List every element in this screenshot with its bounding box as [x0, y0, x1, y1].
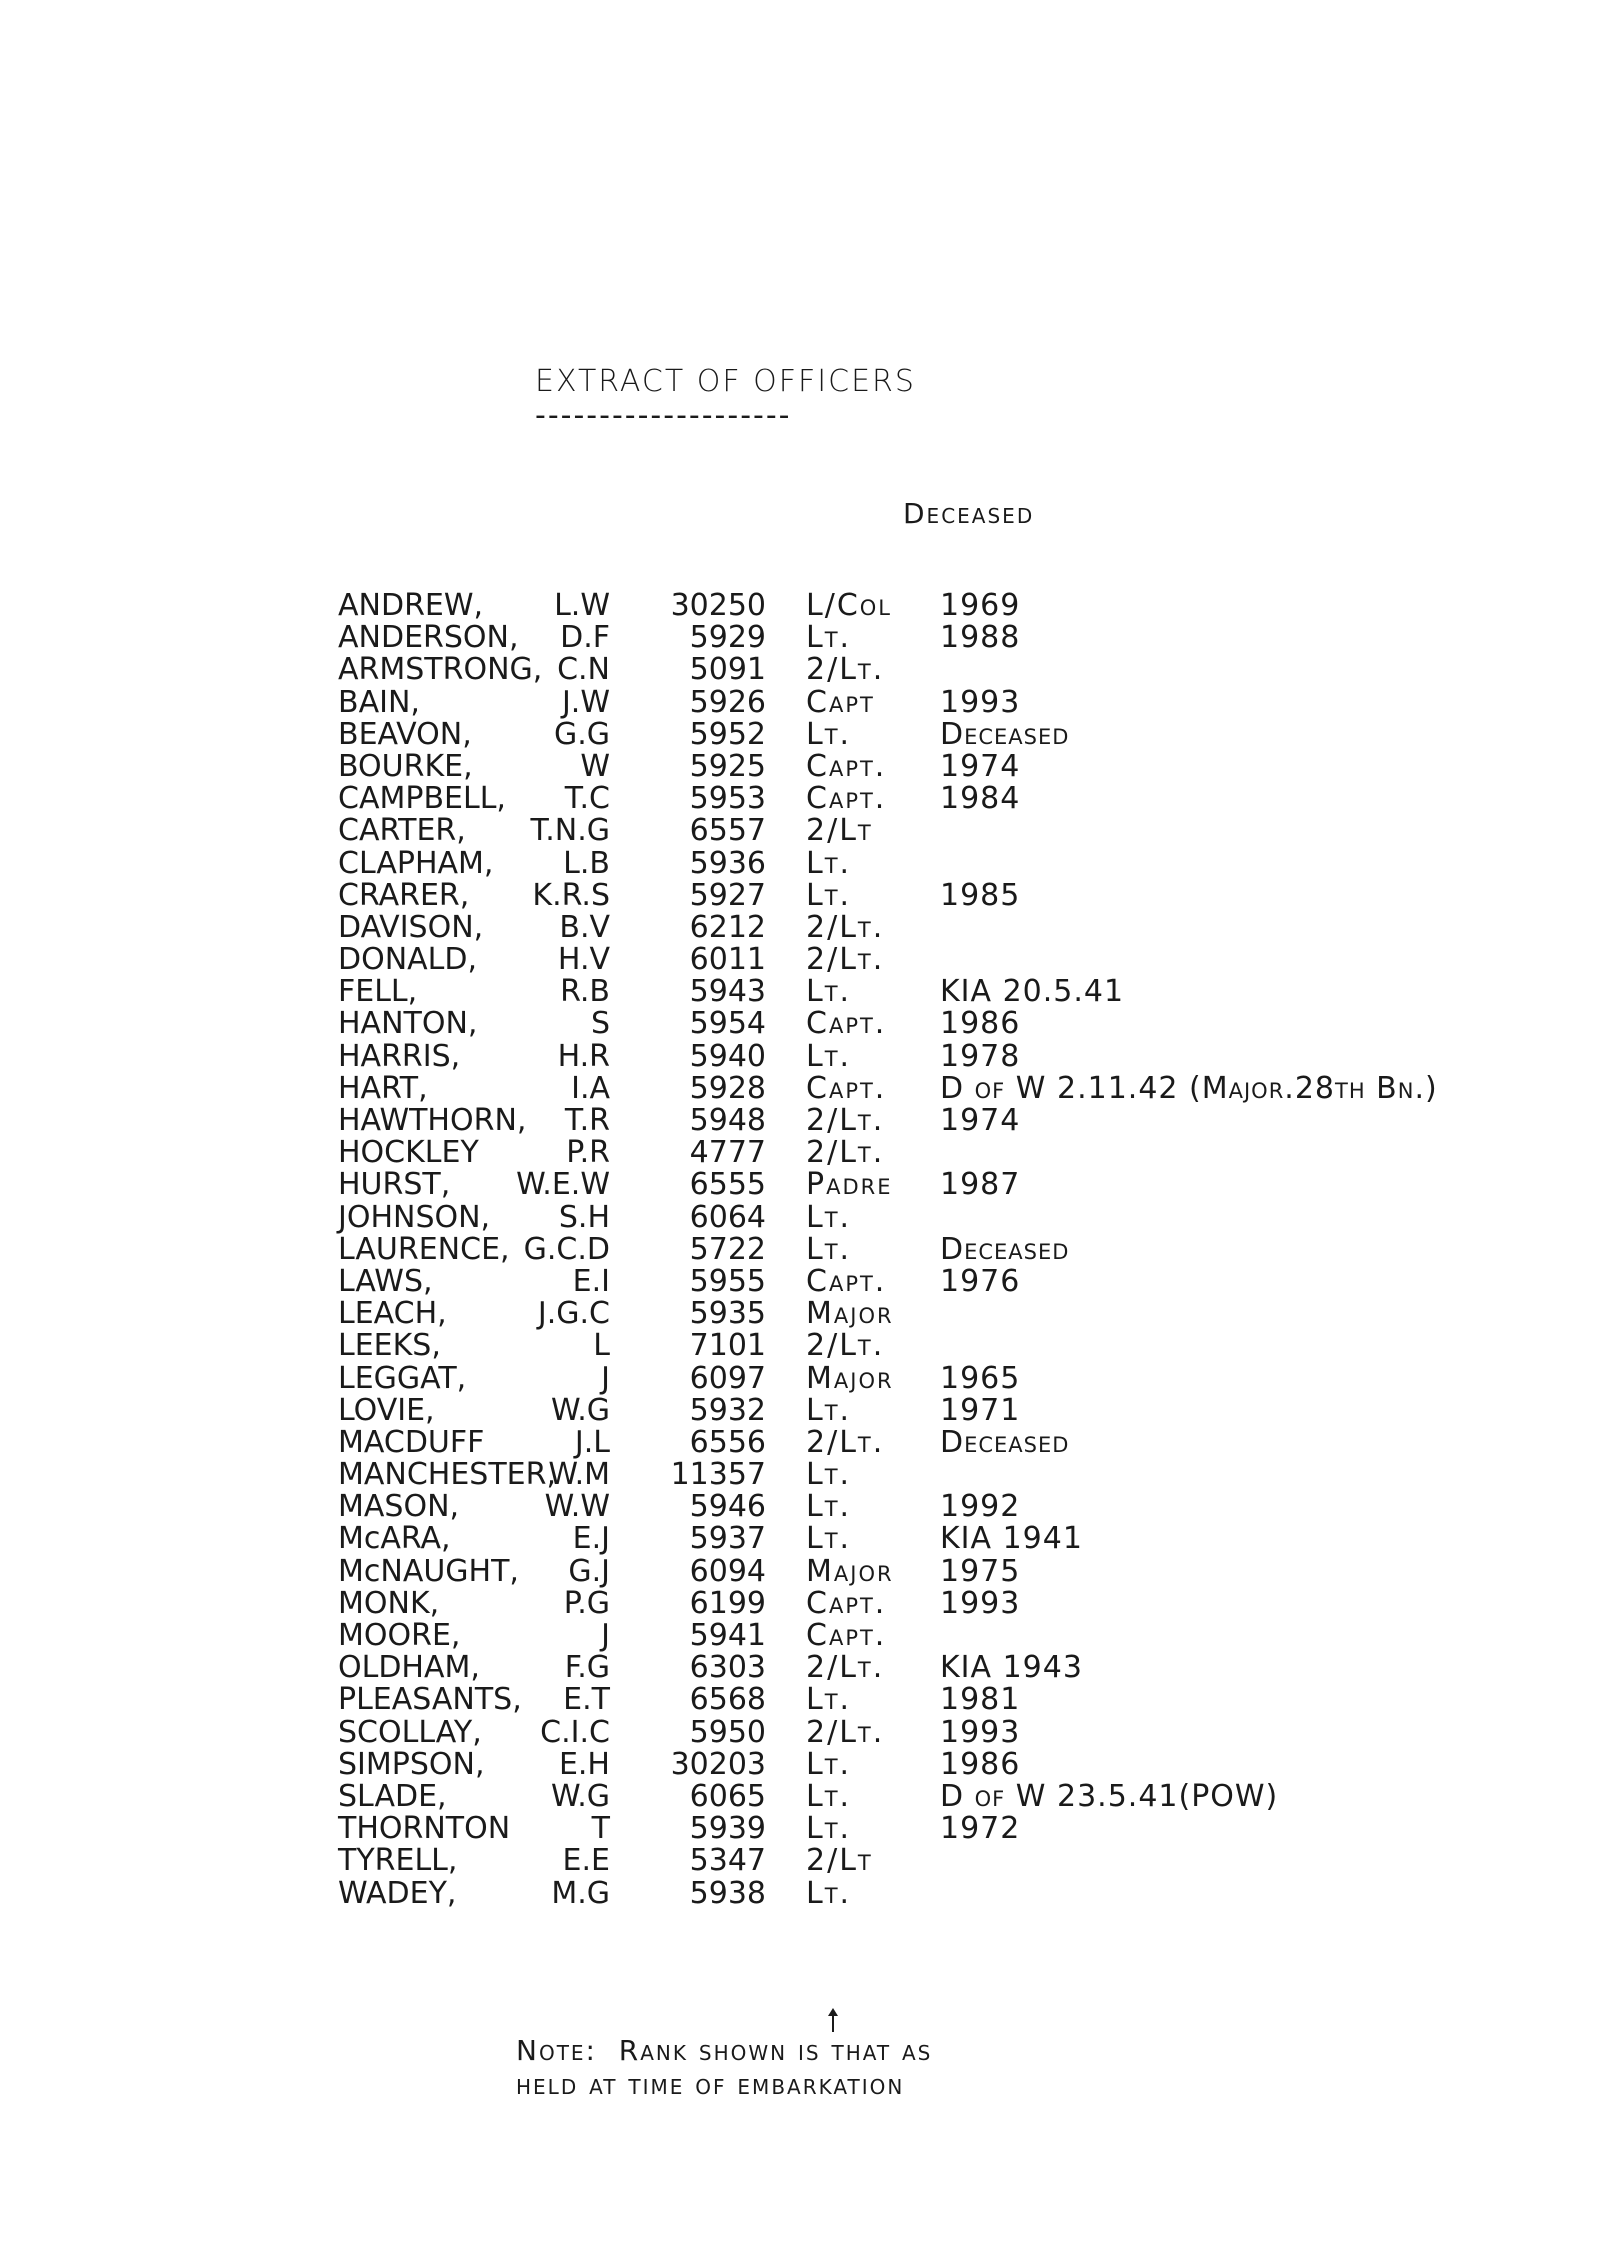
- deceased-note: Deceased: [940, 1424, 1070, 1460]
- deceased-note: 1969: [940, 588, 1021, 623]
- officer-surname: LEACH,: [338, 1296, 447, 1332]
- officer-row: [338, 1523, 1588, 1555]
- deceased-note: 1972: [940, 1811, 1021, 1847]
- deceased-note: D of W 2.11.42 (Major.28th Bn.): [940, 1070, 1438, 1106]
- service-number: 30203: [670, 1746, 766, 1782]
- deceased-note: KIA 20.5.41: [940, 974, 1125, 1010]
- officer-row: [338, 1746, 1588, 1782]
- service-number: 6555: [689, 1167, 766, 1203]
- officer-surname: BEAVON,: [338, 716, 472, 752]
- officer-surname: CARTER,: [338, 813, 466, 849]
- officer-rank: Capt.: [806, 1585, 887, 1621]
- officer-initials: J.G.C: [537, 1296, 610, 1332]
- officer-surname: HART,: [338, 1070, 428, 1106]
- officer-initials: K.R.S: [532, 877, 610, 913]
- officer-initials: S.H: [558, 1199, 610, 1235]
- service-number: 5347: [689, 1843, 766, 1879]
- service-number: 6094: [689, 1553, 766, 1589]
- officer-initials: T.R: [564, 1103, 610, 1138]
- officer-initials: J.W: [561, 684, 610, 720]
- page-title: EXTRACT OF OFFICERS: [535, 364, 916, 399]
- deceased-note: 1986: [940, 1746, 1021, 1782]
- officer-rank: Capt.: [806, 1006, 887, 1042]
- service-number: 5937: [689, 1521, 766, 1557]
- officer-initials: W.G: [550, 1778, 610, 1814]
- officer-rank: 2/Lt: [806, 1843, 873, 1879]
- officer-rank: Lt.: [806, 1682, 852, 1718]
- officer-row: [338, 1105, 1588, 1137]
- service-number: 11357: [670, 1457, 766, 1493]
- officer-row: [338, 1360, 1588, 1396]
- officer-initials: T.C: [564, 781, 610, 817]
- deceased-note: 1993: [940, 1714, 1021, 1750]
- officer-surname: McARA,: [338, 1521, 451, 1557]
- service-number: 5952: [689, 716, 766, 752]
- deceased-note: Deceased: [940, 1231, 1070, 1267]
- officer-surname: MANCHESTER,: [338, 1457, 557, 1493]
- officer-initials: E.E: [562, 1843, 610, 1879]
- up-arrow-icon: [826, 2008, 840, 2032]
- deceased-note: 1971: [940, 1392, 1021, 1428]
- officer-row: [338, 815, 1588, 847]
- officer-surname: HAWTHORN,: [338, 1103, 527, 1138]
- officer-initials: G.G: [553, 716, 610, 752]
- officer-rank: 2/Lt: [806, 813, 873, 849]
- deceased-note: 1974: [940, 1103, 1021, 1138]
- officer-row: [338, 877, 1588, 913]
- service-number: 6556: [689, 1424, 766, 1460]
- service-number: 5940: [689, 1038, 766, 1074]
- officer-rank: Lt.: [806, 1746, 852, 1782]
- service-number: 5091: [689, 652, 766, 688]
- officer-surname: LEEKS,: [338, 1328, 441, 1364]
- deceased-note: 1986: [940, 1006, 1021, 1042]
- officer-surname: ARMSTRONG,: [338, 652, 543, 688]
- officer-row: [338, 654, 1588, 686]
- officer-row: [338, 684, 1588, 720]
- service-number: 5953: [689, 781, 766, 817]
- officer-surname: CAMPBELL,: [338, 781, 506, 817]
- service-number: 5955: [689, 1263, 766, 1299]
- officer-rank: Lt.: [806, 1231, 852, 1267]
- officer-surname: CLAPHAM,: [338, 845, 494, 881]
- officer-initials: J: [601, 1360, 610, 1396]
- deceased-note: 1974: [940, 748, 1021, 784]
- service-number: 6212: [689, 909, 766, 945]
- officer-initials: L: [593, 1328, 610, 1364]
- service-number: 6199: [689, 1585, 766, 1621]
- officer-initials: C.N: [557, 652, 610, 688]
- officer-initials: E.J: [572, 1521, 610, 1557]
- officer-surname: SCOLLAY,: [338, 1714, 482, 1750]
- officer-rank: Lt.: [806, 1038, 852, 1074]
- officer-rank: Major: [806, 1553, 894, 1589]
- officer-surname: SLADE,: [338, 1778, 447, 1814]
- officer-row: [338, 1298, 1588, 1330]
- officer-row: [338, 1008, 1588, 1040]
- officer-surname: MOORE,: [338, 1618, 461, 1653]
- officer-rank: Lt.: [806, 1199, 852, 1235]
- officer-rank: 2/Lt.: [806, 1424, 885, 1460]
- officer-rank: 2/Lt.: [806, 1328, 885, 1364]
- officer-rank: 2/Lt.: [806, 1650, 885, 1686]
- officer-surname: DAVISON,: [338, 909, 484, 945]
- service-number: 6303: [689, 1650, 766, 1686]
- officer-rank: 2/Lt.: [806, 652, 885, 688]
- officer-initials: W.M: [548, 1457, 610, 1493]
- officer-initials: H.V: [557, 942, 610, 978]
- officer-initials: E.T: [563, 1682, 610, 1718]
- officer-rank: 2/Lt.: [806, 1135, 885, 1171]
- officer-surname: CRARER,: [338, 877, 470, 913]
- service-number: 5927: [689, 877, 766, 913]
- deceased-note: 1981: [940, 1682, 1021, 1718]
- officer-row: [338, 1845, 1588, 1877]
- officer-rank: Lt.: [806, 845, 852, 881]
- officer-initials: G.J: [568, 1553, 610, 1589]
- officer-surname: SIMPSON,: [338, 1746, 485, 1782]
- service-number: 6568: [689, 1682, 766, 1718]
- service-number: 5935: [689, 1296, 766, 1332]
- officer-initials: L.B: [563, 845, 610, 881]
- officer-row: [338, 1137, 1588, 1169]
- officer-row: [338, 716, 1588, 752]
- footnote: [516, 2034, 932, 2102]
- deceased-note: D of W 23.5.41(POW): [940, 1778, 1279, 1814]
- officer-row: [338, 590, 1588, 622]
- officer-surname: JOHNSON,: [338, 1199, 491, 1235]
- officer-surname: LAWS,: [338, 1263, 433, 1299]
- footnote-line-2: held at time of embarkation: [516, 2068, 905, 2101]
- deceased-note: 1984: [940, 781, 1021, 817]
- service-number: 5932: [689, 1392, 766, 1428]
- officer-row: [338, 1652, 1588, 1684]
- officer-surname: THORNTON: [338, 1811, 511, 1847]
- service-number: 6011: [689, 942, 766, 978]
- officer-row: [338, 845, 1588, 881]
- officer-rank: Lt.: [806, 716, 852, 752]
- officer-row: [338, 1263, 1588, 1299]
- officer-rank: Capt.: [806, 1070, 887, 1106]
- service-number: 4777: [689, 1135, 766, 1171]
- officer-row: [338, 1813, 1588, 1845]
- officer-initials: D.F: [560, 620, 610, 656]
- officer-row: [338, 1392, 1588, 1428]
- service-number: 5941: [689, 1618, 766, 1653]
- officer-row: [338, 1491, 1588, 1523]
- officer-rank: Lt.: [806, 974, 852, 1010]
- service-number: 5925: [689, 748, 766, 784]
- officer-rank: Lt.: [806, 877, 852, 913]
- service-number: 7101: [689, 1328, 766, 1364]
- officer-initials: M.G: [551, 1875, 610, 1911]
- deceased-note: KIA 1943: [940, 1650, 1083, 1686]
- officer-row: [338, 1070, 1588, 1106]
- officer-surname: McNAUGHT,: [338, 1553, 519, 1589]
- officer-initials: T.N.G: [530, 813, 610, 849]
- title-underline: --------------------: [535, 398, 792, 433]
- officer-initials: B.V: [559, 909, 610, 945]
- service-number: 6064: [689, 1199, 766, 1235]
- officer-rank: Capt: [806, 684, 875, 720]
- officer-rank: Lt.: [806, 620, 852, 656]
- officer-initials: S: [590, 1006, 610, 1042]
- officer-surname: MONK,: [338, 1585, 440, 1621]
- service-number: 5946: [689, 1489, 766, 1525]
- officer-row: [338, 1330, 1588, 1362]
- officer-row: [338, 976, 1588, 1008]
- officer-row: [338, 1553, 1588, 1589]
- officer-initials: T: [591, 1811, 610, 1847]
- officer-rank: Lt.: [806, 1778, 852, 1814]
- officer-row: [338, 1714, 1588, 1750]
- officer-surname: MASON,: [338, 1489, 460, 1525]
- officer-row: [338, 622, 1588, 654]
- officer-row: [338, 1620, 1588, 1652]
- service-number: 30250: [670, 588, 766, 623]
- officer-initials: W: [580, 748, 610, 784]
- officer-surname: LEGGAT,: [338, 1360, 467, 1396]
- service-number: 5936: [689, 845, 766, 881]
- officer-initials: J.L: [574, 1424, 610, 1460]
- officer-rank: Padre: [806, 1167, 893, 1203]
- officer-row: [338, 1199, 1588, 1235]
- officer-row: [338, 1875, 1588, 1911]
- service-number: 6065: [689, 1778, 766, 1814]
- officer-initials: W.W: [544, 1489, 610, 1525]
- deceased-note: 1965: [940, 1360, 1021, 1396]
- service-number: 5722: [689, 1231, 766, 1267]
- officer-initials: E.I: [572, 1263, 610, 1299]
- officer-rank: Major: [806, 1296, 894, 1332]
- officer-initials: C.I.C: [540, 1714, 610, 1750]
- service-number: 5928: [689, 1070, 766, 1106]
- officer-rank: Lt.: [806, 1489, 852, 1525]
- officer-surname: HARRIS,: [338, 1038, 461, 1074]
- officer-row: [338, 1169, 1588, 1201]
- officer-rank: 2/Lt.: [806, 909, 885, 945]
- officer-initials: H.R: [557, 1038, 610, 1074]
- officer-rank: 2/Lt.: [806, 1103, 885, 1138]
- service-number: 5948: [689, 1103, 766, 1138]
- officer-row: [338, 1778, 1588, 1814]
- officer-rank: Lt.: [806, 1457, 852, 1493]
- service-number: 5943: [689, 974, 766, 1010]
- officer-rank: Lt.: [806, 1392, 852, 1428]
- deceased-note: 1985: [940, 877, 1021, 913]
- service-number: 5929: [689, 620, 766, 656]
- officer-surname: BAIN,: [338, 684, 420, 720]
- officer-row: [338, 1459, 1588, 1491]
- officer-row: [338, 1038, 1588, 1074]
- officer-initials: E.H: [558, 1746, 610, 1782]
- officer-rank: Capt.: [806, 1618, 887, 1653]
- officer-initials: R.B: [560, 974, 610, 1010]
- service-number: 5950: [689, 1714, 766, 1750]
- officer-surname: BOURKE,: [338, 748, 473, 784]
- officer-row: [338, 1684, 1588, 1716]
- officer-rank: Lt.: [806, 1521, 852, 1557]
- officer-surname: LAURENCE,: [338, 1231, 510, 1267]
- officer-roster: [338, 590, 1588, 1910]
- officer-row: [338, 783, 1588, 815]
- officer-rank: Capt.: [806, 781, 887, 817]
- officer-initials: F.G: [564, 1650, 610, 1686]
- officer-initials: G.C.D: [523, 1231, 610, 1267]
- officer-initials: W.G: [550, 1392, 610, 1428]
- officer-surname: HANTON,: [338, 1006, 478, 1042]
- officer-row: [338, 1231, 1588, 1267]
- service-number: 5926: [689, 684, 766, 720]
- deceased-note: 1992: [940, 1489, 1021, 1525]
- deceased-note: 1975: [940, 1553, 1021, 1589]
- officer-surname: OLDHAM,: [338, 1650, 480, 1686]
- officer-row: [338, 944, 1588, 976]
- officer-row: [338, 909, 1588, 945]
- officer-surname: LOVIE,: [338, 1392, 435, 1428]
- officer-surname: WADEY,: [338, 1875, 457, 1911]
- service-number: 6557: [689, 813, 766, 849]
- service-number: 5954: [689, 1006, 766, 1042]
- deceased-note: KIA 1941: [940, 1521, 1083, 1557]
- officer-surname: DONALD,: [338, 942, 478, 978]
- deceased-note: 1993: [940, 684, 1021, 720]
- officer-surname: ANDREW,: [338, 588, 484, 623]
- deceased-note: 1993: [940, 1585, 1021, 1621]
- service-number: 5939: [689, 1811, 766, 1847]
- deceased-note: 1976: [940, 1263, 1021, 1299]
- officer-rank: 2/Lt.: [806, 1714, 885, 1750]
- officer-initials: L.W: [554, 588, 610, 623]
- officer-rank: 2/Lt.: [806, 942, 885, 978]
- officer-surname: TYRELL,: [338, 1843, 458, 1879]
- officer-surname: HURST,: [338, 1167, 451, 1203]
- officer-rank: Capt.: [806, 1263, 887, 1299]
- officer-row: [338, 1585, 1588, 1621]
- deceased-note: 1987: [940, 1167, 1021, 1203]
- officer-surname: ANDERSON,: [338, 620, 519, 656]
- service-number: 5938: [689, 1875, 766, 1911]
- officer-initials: P.G: [563, 1585, 610, 1621]
- officer-rank: Lt.: [806, 1811, 852, 1847]
- officer-rank: Major: [806, 1360, 894, 1396]
- officer-initials: P.R: [566, 1135, 610, 1171]
- officer-surname: FELL,: [338, 974, 418, 1010]
- officer-initials: I.A: [571, 1070, 610, 1106]
- officer-surname: HOCKLEY: [338, 1135, 479, 1171]
- officer-rank: Lt.: [806, 1875, 852, 1911]
- service-number: 6097: [689, 1360, 766, 1396]
- deceased-column-header: Deceased: [903, 497, 1035, 530]
- officer-rank: Capt.: [806, 748, 887, 784]
- officer-initials: W.E.W: [516, 1167, 610, 1203]
- officer-row: [338, 1424, 1588, 1460]
- footnote-line-1: Note: Rank shown is that as: [516, 2034, 933, 2067]
- deceased-note: 1988: [940, 620, 1021, 656]
- officer-surname: MACDUFF: [338, 1424, 485, 1460]
- deceased-note: Deceased: [940, 716, 1070, 752]
- officer-surname: PLEASANTS,: [338, 1682, 522, 1718]
- deceased-note: 1978: [940, 1038, 1021, 1074]
- officer-row: [338, 748, 1588, 784]
- officer-initials: J: [601, 1618, 610, 1653]
- officer-rank: L/Col: [806, 588, 892, 623]
